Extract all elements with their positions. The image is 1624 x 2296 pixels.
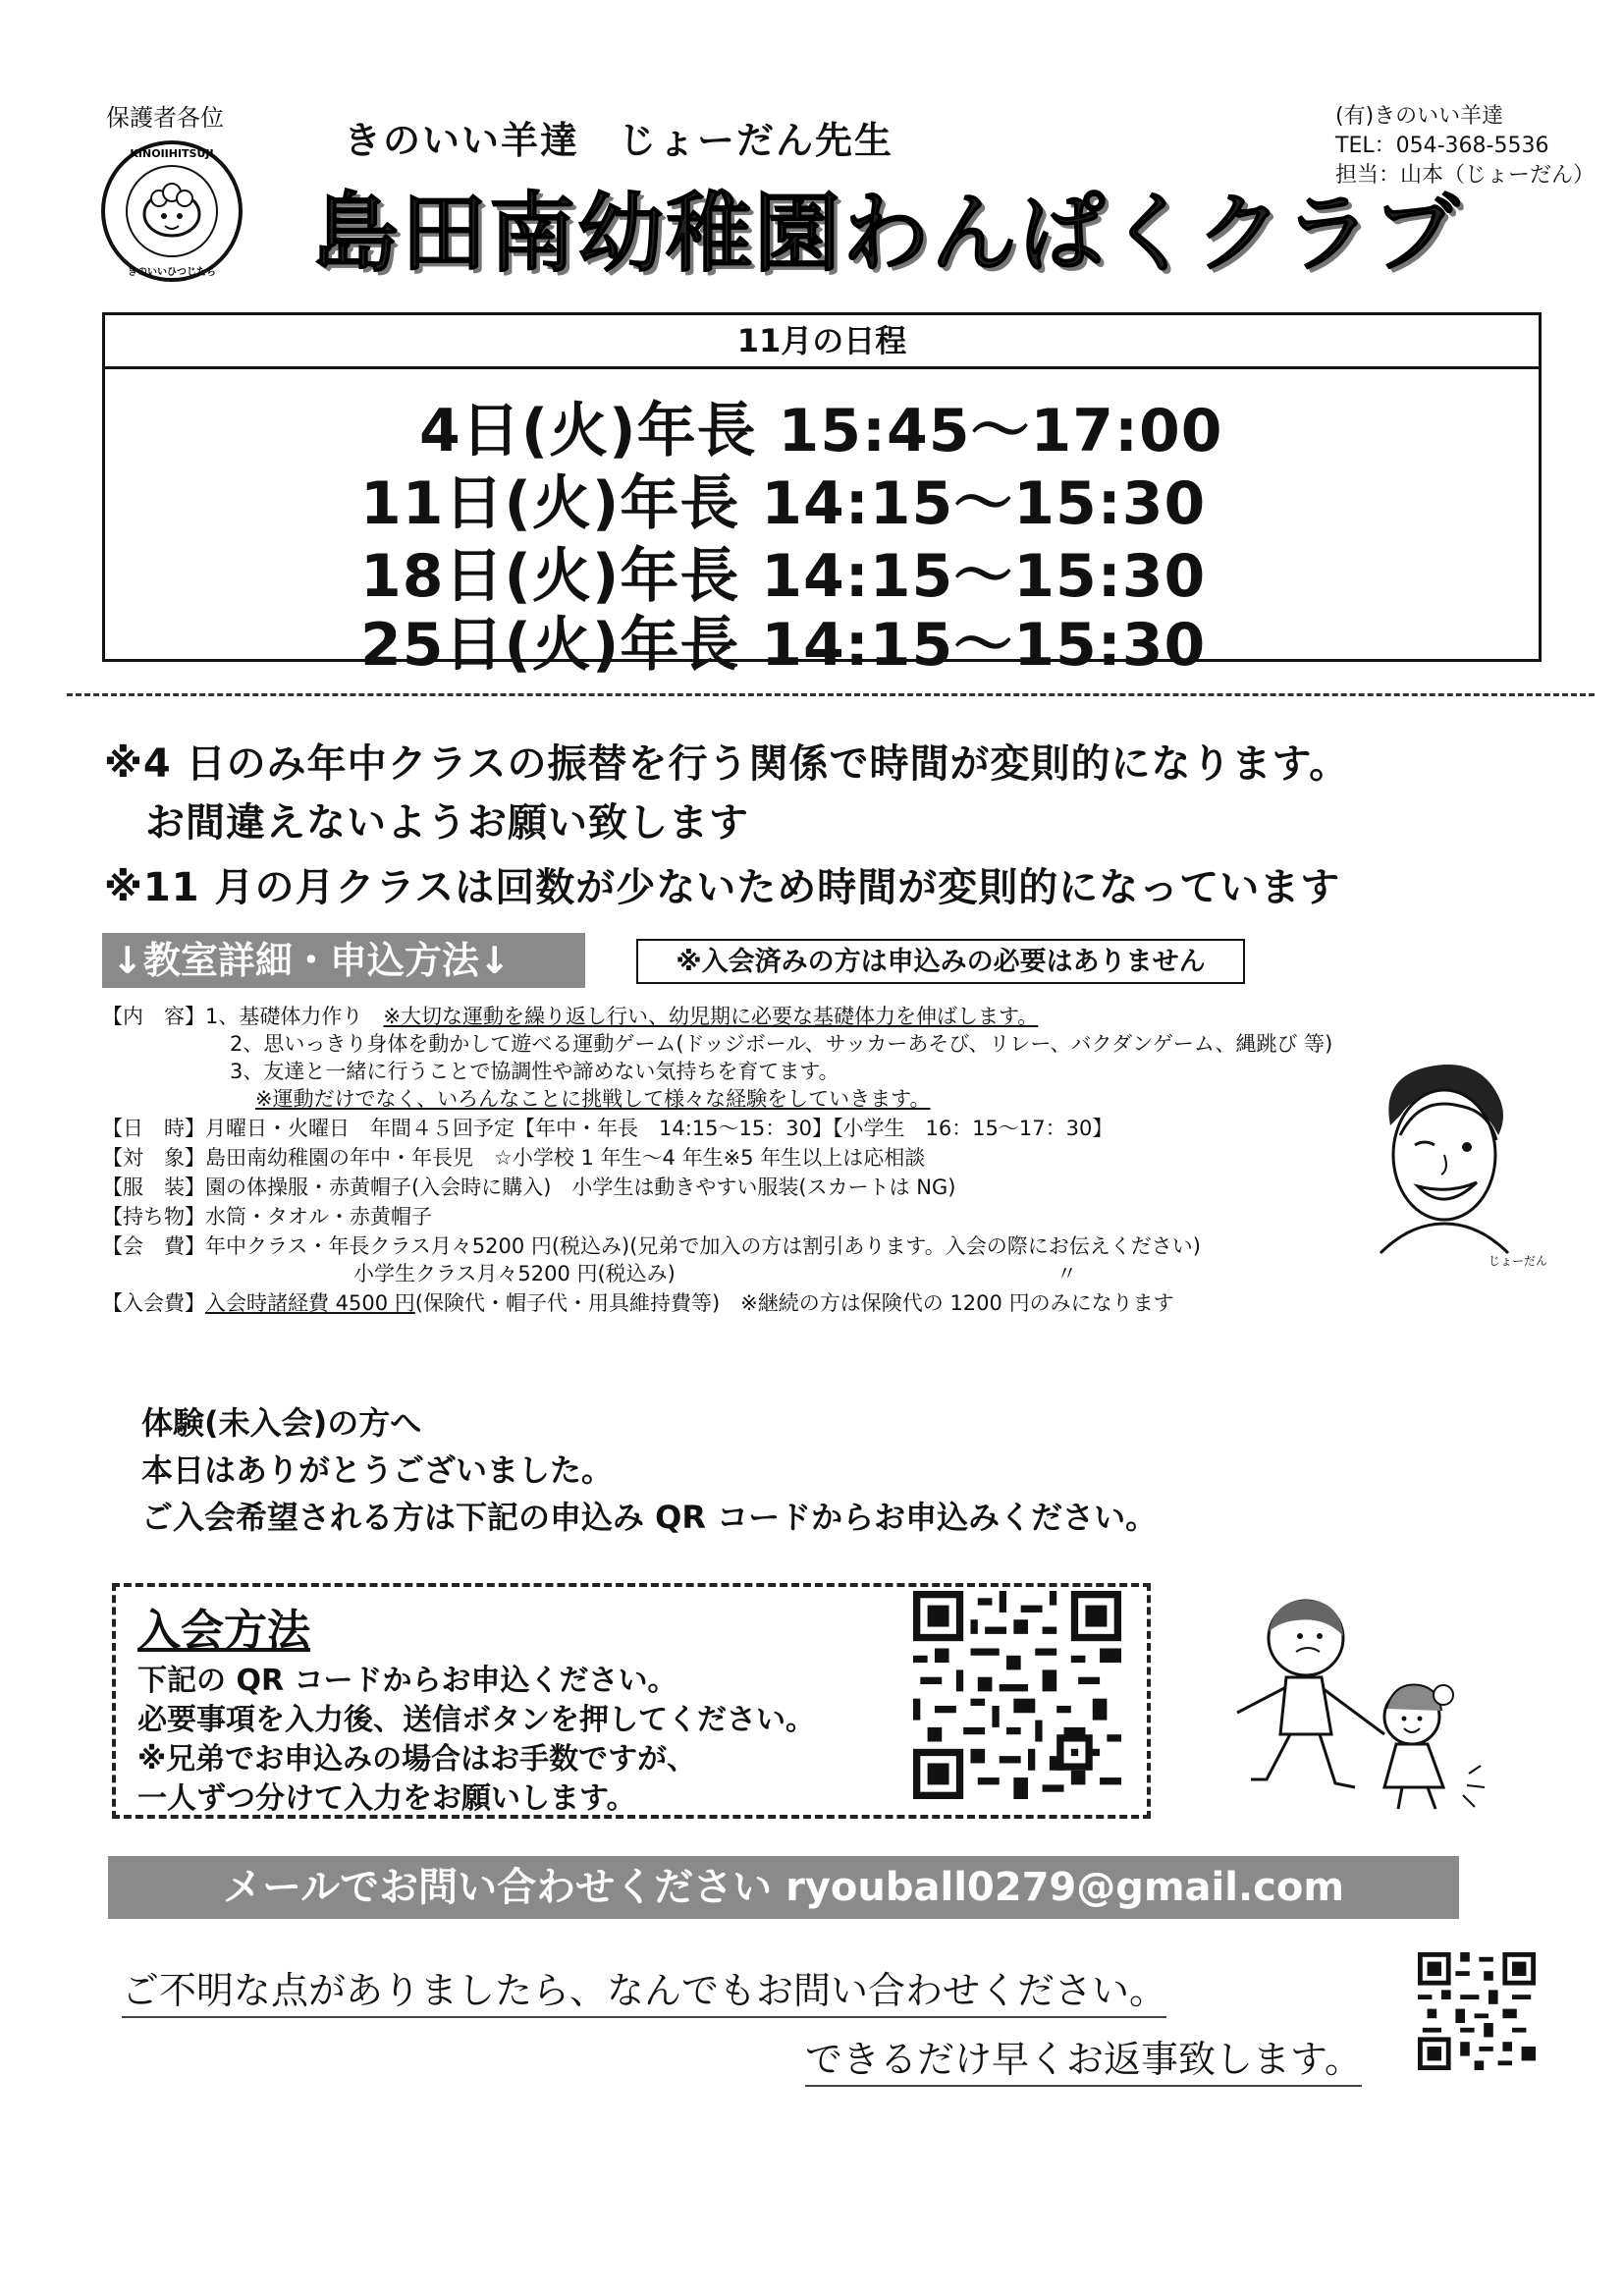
addressee: 保護者各位 (106, 104, 224, 132)
join-line: ※兄弟でお申込みの場合はお手数ですが、 (137, 1742, 697, 1777)
closing-line: できるだけ早くお返事致します。 (805, 2029, 1362, 2083)
detail-text: 3、友達と一緒に行うことで協調性や諦めない気持ちを育てます。 (230, 1060, 839, 1083)
svg-text:KINOIIHITSUJI: KINOIIHITSUJI (130, 147, 214, 160)
detail-row-items: 【持ち物】水筒・タオル・赤黄帽子 (102, 1205, 432, 1229)
section-label: ↓教室詳細・申込方法↓ (102, 933, 585, 988)
schedule-line: 4日(火)年長 15:45～17:00 (419, 397, 1223, 465)
trial-line: ご入会希望される方は下記の申込み QR コードからお申込みください。 (141, 1499, 1158, 1536)
application-qr-code[interactable] (913, 1591, 1121, 1799)
divider (67, 693, 1595, 696)
detail-row-datetime: 【日 時】月曜日・火曜日 年間４５回予定【年中・年長 14:15～15：30】【小学生 16：15～17：30】 (102, 1117, 1113, 1140)
schedule-box (102, 312, 1542, 680)
trial-line: 本日はありがとうございました。 (141, 1451, 614, 1489)
schedule-note: ※4 日のみ年中クラスの振替を行う関係で時間が変則的になります。 (104, 741, 1350, 787)
join-line: 一人ずつ分けて入力をお願いします。 (137, 1781, 636, 1816)
company-tel: TEL：054-368-5536 (1335, 134, 1549, 158)
company-logo (98, 137, 245, 285)
detail-row-entry-fee: 【入会費】入会時諸経費 4500 円(保険代・帽子代・用具維持費等) ※継続の方は保険代の 1200 円のみになります (102, 1291, 1174, 1315)
detail-label: 【入会費】 (102, 1291, 205, 1315)
ditto-mark: 〃 (1056, 1262, 1077, 1285)
email-contact-bar[interactable]: メールでお問い合わせください ryouball0279@gmail.com (108, 1856, 1459, 1919)
detail-text: 2、思いっきり身体を動かして遊べる運動ゲーム(ドッジボール、サッカーあそび、リレー、バクダンゲーム、縄跳び 等) (230, 1032, 1333, 1056)
detail-label: 【会 費】 (102, 1234, 205, 1258)
detail-row-target: 【対 象】島田南幼稚園の年中・年長児 ☆小学校 1 年生～4 年生※5 年生以上は応相談 (102, 1146, 926, 1170)
schedule-line: 18日(火)年長 14:15～15:30 (360, 542, 1207, 611)
join-line: 下記の QR コードからお申込ください。 (137, 1664, 677, 1698)
closing-line: ご不明な点がありましたら、なんでもお問い合わせください。 (122, 1960, 1166, 2014)
detail-row-content: 【内 容】1、基礎体力作り ※大切な運動を繰り返し行い、幼児期に必要な基礎体力を伸ばします。 (102, 1005, 1039, 1028)
company-info (1335, 102, 1595, 191)
company-name: (有)きのいい羊達 (1335, 104, 1504, 129)
detail-label: 【内 容】 (102, 1005, 205, 1028)
detail-row-clothing: 【服 装】園の体操服・赤黄帽子(入会時に購入) 小学生は動きやすい服装(スカートは NG) (102, 1175, 956, 1199)
detail-label: 【対 象】 (102, 1146, 205, 1170)
schedule-line: 11日(火)年長 14:15～15:30 (360, 469, 1207, 538)
detail-text: 小学生クラス月々5200 円(税込み) (353, 1262, 676, 1285)
schedule-heading: 11月の日程 (105, 315, 1539, 369)
page-title: 島田南幼稚園わんぱくクラブ (312, 183, 1462, 284)
detail-label: 【日 時】 (102, 1117, 205, 1140)
detail-label: 【服 装】 (102, 1175, 205, 1199)
teacher-illustration (1361, 1057, 1548, 1273)
header-subtitle: きのいい羊達 じょーだん先生 (344, 119, 894, 162)
detail-text: ※運動だけでなく、いろんなことに挑戦して様々な経験をしていきます。 (255, 1087, 931, 1111)
detail-row-fee: 【会 費】年中クラス・年長クラス月々5200 円(税込み)(兄弟で加入の方は割引あります。入会の際にお伝えください) (102, 1234, 1201, 1258)
svg-text:じょーだん: じょーだん (1489, 1254, 1548, 1268)
schedule-line: 25日(火)年長 14:15～15:30 (360, 611, 1207, 680)
join-title: 入会方法 (137, 1606, 310, 1656)
schedule-note: ※11 月の月クラスは回数が少ないため時間が変則的になっています (104, 865, 1341, 910)
section-note: ※入会済みの方は申込みの必要はありません (636, 939, 1245, 984)
company-contact: 担当：山本（じょーだん） (1335, 163, 1596, 188)
children-illustration (1218, 1587, 1492, 1815)
trial-heading: 体験(未入会)の方へ (141, 1404, 422, 1442)
svg-text:きのいいひつじたち: きのいいひつじたち (128, 267, 216, 278)
detail-label: 【持ち物】 (102, 1205, 205, 1229)
schedule-note: お間違えないようお願い致します (145, 800, 749, 846)
join-line: 必要事項を入力後、送信ボタンを押してください。 (137, 1703, 815, 1737)
contact-qr-code[interactable] (1418, 1952, 1536, 2070)
